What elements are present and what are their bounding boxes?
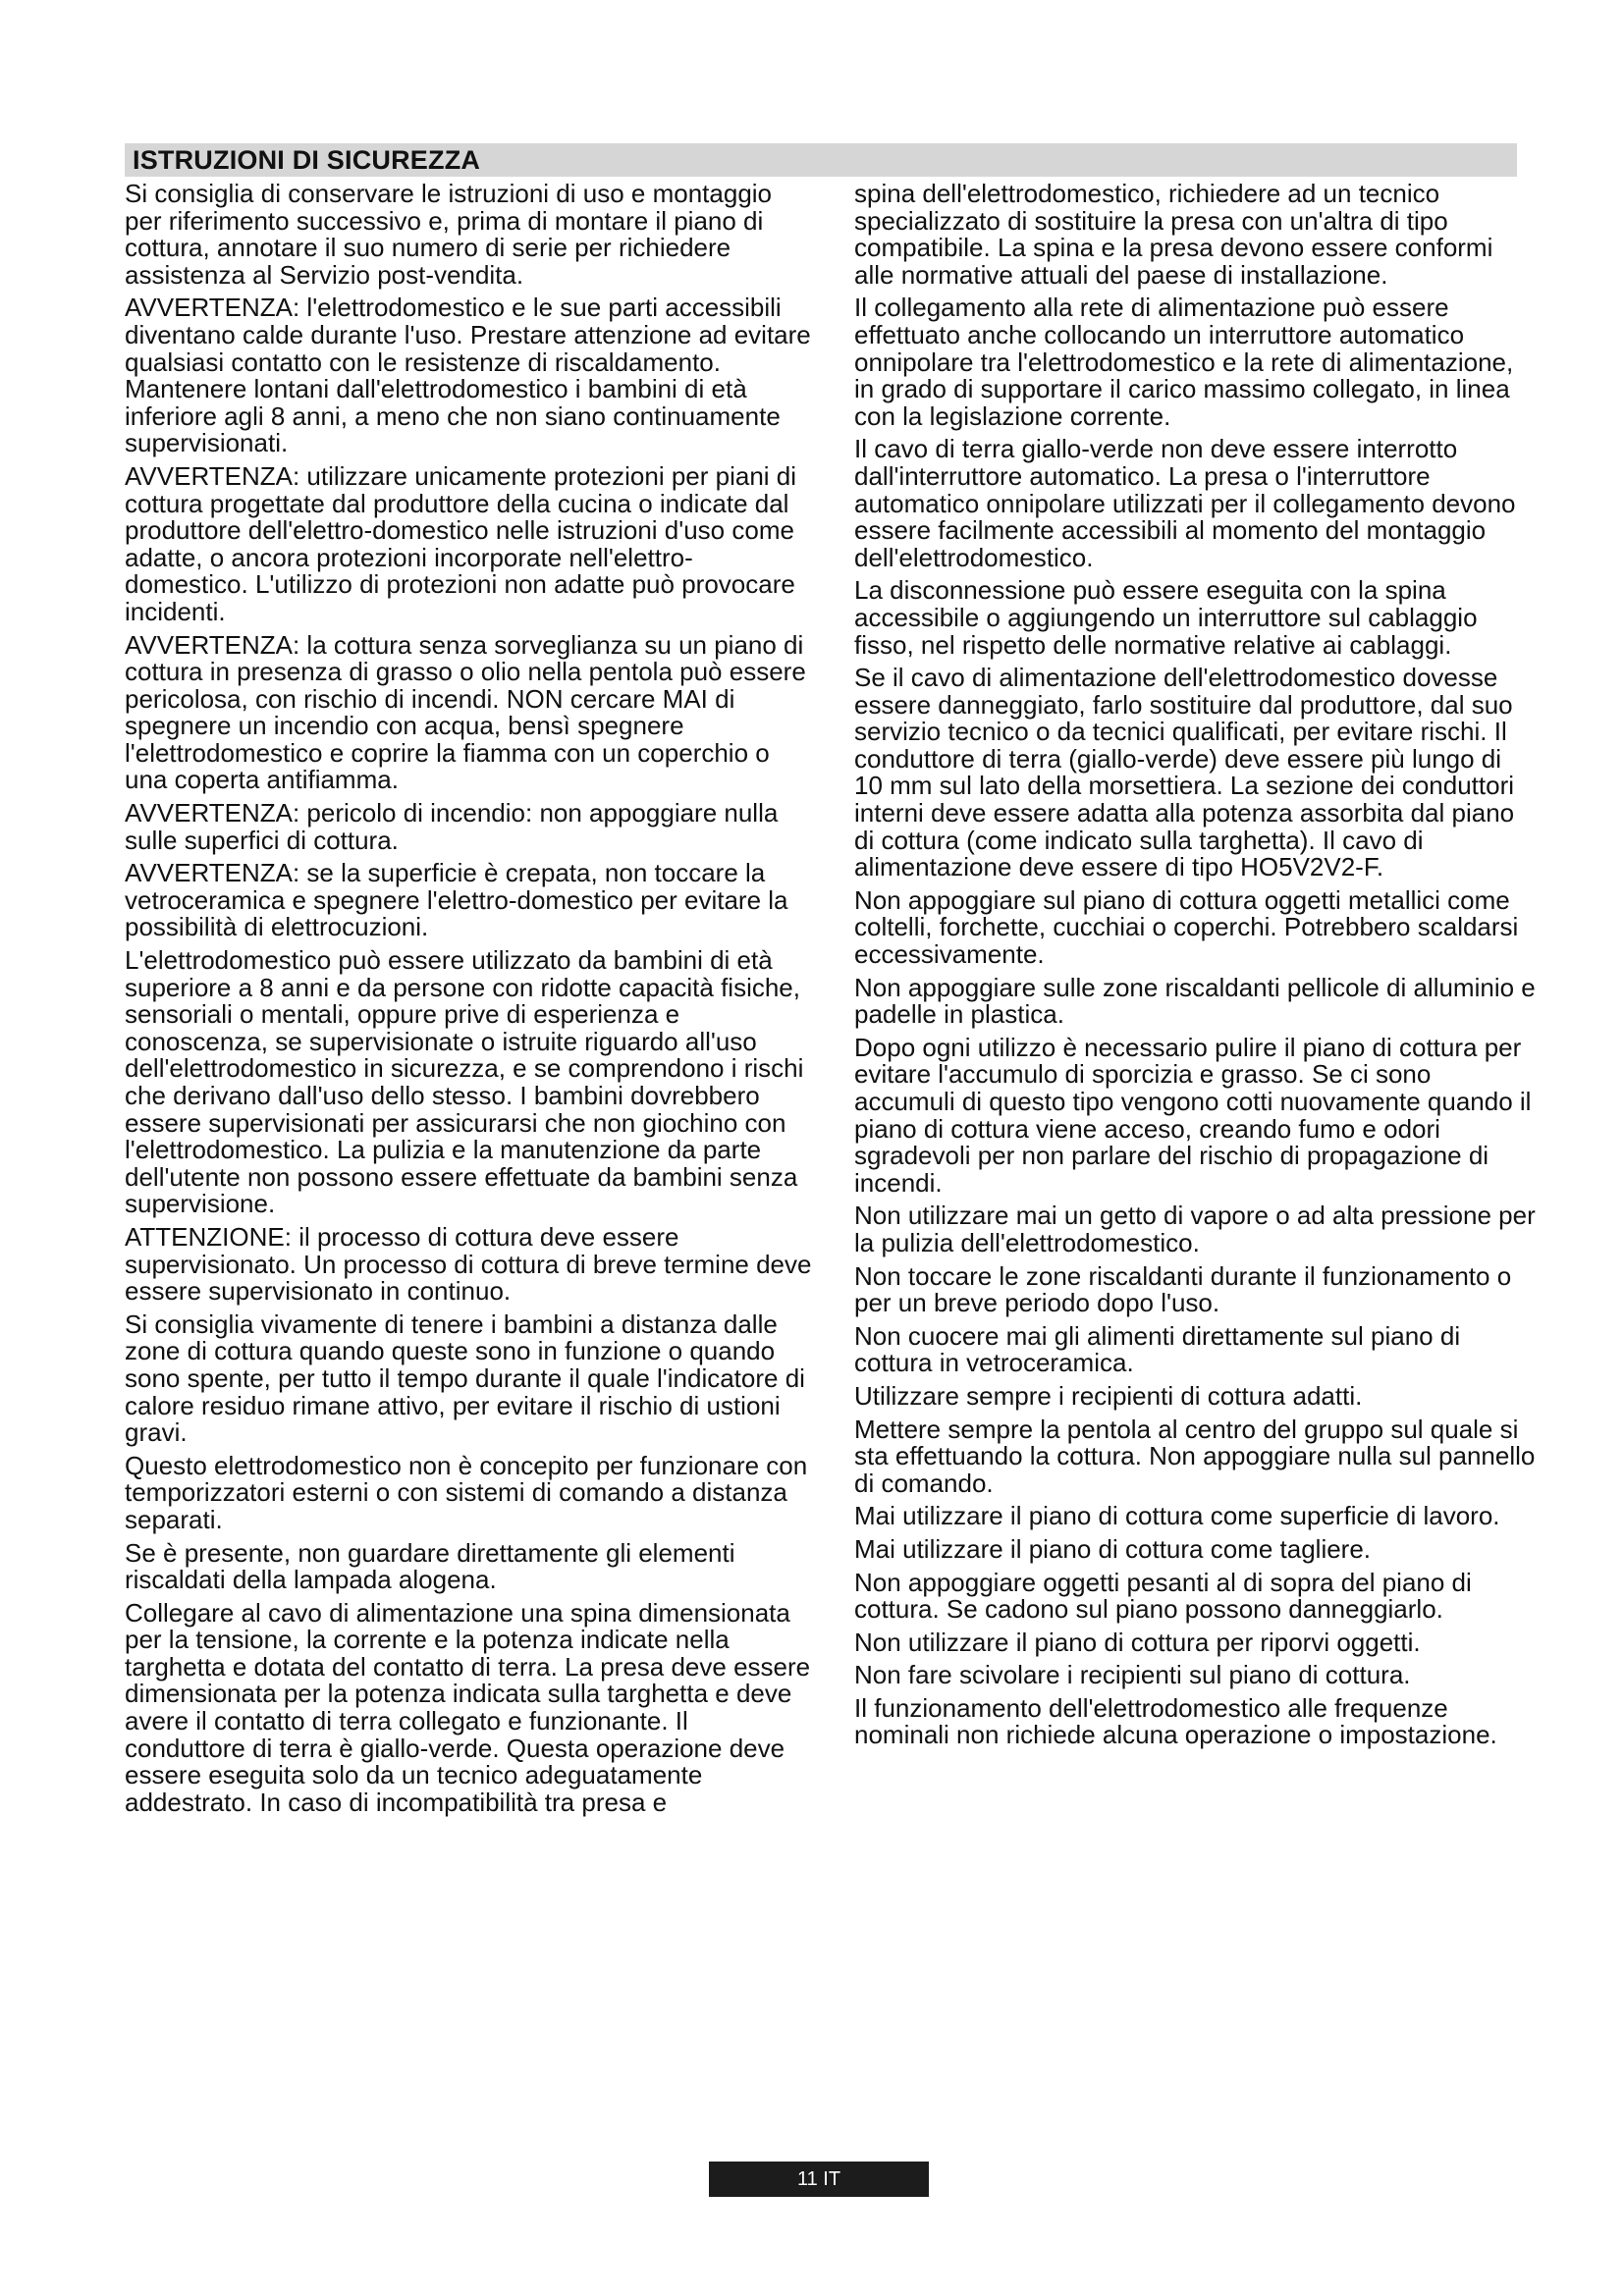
paragraph: AVVERTENZA: se la superficie è crepata, non toccare la vetroceramica e spegnere l'elettro-domestico per evitare la possibilità di elettrocuzioni.: [125, 858, 788, 942]
page-number-badge: 11 IT: [709, 2162, 929, 2197]
paragraph: Mai utilizzare il piano di cottura come tagliere.: [854, 1533, 1372, 1564]
paragraph: Dopo ogni utilizzo è necessario pulire il piano di cottura per evitare l'accumulo di sporcizia e grasso. Se ci sono accumuli di questo tipo vengono cotti nuovamente quando il piano di cottura viene acceso, creando fumo e odori sgradevoli per non parlare del rischio di propagazione di incendi.: [854, 1032, 1532, 1198]
paragraph: AVVERTENZA: l'elettrodomestico e le sue parti accessibili diventano calde durante l'uso. Prestare attenzione ad evitare qualsiasi contatto con le resistenze di riscaldamento. Mantenere lontani dall'elettrodomestico i bambini di età inferiore agli 8 anni, a meno che non siano continuamente supervisionati.: [125, 293, 811, 458]
left-column: [125, 181, 812, 1822]
paragraph: Mai utilizzare il piano di cottura come superficie di lavoro.: [854, 1501, 1500, 1531]
paragraph: Collegare al cavo di alimentazione una spina dimensionata per la tensione, la corrente e la potenza indicate nella targhetta e dotata del contatto di terra. La presa deve essere dimensionata per la potenza indicata sulla targhetta e deve avere il contatto di terra collegato e funzionante. Il conduttore di terra è giallo-verde. Questa operazione deve essere eseguita solo da un tecnico adeguatamente addestrato. In caso di incompatibilità tra presa e: [125, 1597, 811, 1817]
paragraph: Il collegamento alla rete di alimentazione può essere effettuato anche collocando un interruttore automatico onnipolare tra l'elettrodomestico e la rete di alimentazione, in grado di supportare il carico massimo collegato, in linea con la legislazione corrente.: [854, 293, 1514, 431]
paragraph: Non appoggiare sulle zone riscaldanti pellicole di alluminio e padelle in plastica.: [854, 972, 1536, 1030]
paragraph: Non fare scivolare i recipienti sul piano di cottura.: [854, 1660, 1411, 1690]
paragraph: Se il cavo di alimentazione dell'elettrodomestico dovesse essere danneggiato, farlo sostituire dal produttore, dal suo servizio tecnico o da tecnici qualificati, per evitare rischi. Il conduttore di terra (giallo-verde) deve essere più lungo di 10 mm sul lato della morsettiera. La sezione dei conduttori interni deve essere adatta alla potenza assorbita dal piano di cottura (come indicato sulla targhetta). Il cavo di alimentazione deve essere di tipo HO5V2V2-F.: [854, 663, 1515, 882]
paragraph: AVVERTENZA: la cottura senza sorveglianza su un piano di cottura in presenza di grasso o olio nella pentola può essere pericolosa, con rischio di incendi. NON cercare MAI di spegnere un incendio con acqua, bensì spegnere l'elettrodomestico e coprire la fiamma con un coperchio o una coperta antifiamma.: [125, 629, 806, 795]
paragraph: La disconnessione può essere eseguita con la spina accessibile o aggiungendo un interruttore sul cablaggio fisso, nel rispetto delle normative relative ai cablaggi.: [854, 575, 1478, 660]
right-column: [854, 181, 1537, 1755]
paragraph: AVVERTENZA: utilizzare unicamente protezioni per piani di cottura progettate dal produttore della cucina o indicate dal produttore dell'elettro-domestico nelle istruzioni d'uso come adatte, o ancora protezioni incorporate nell'elettro-domestico. L'utilizzo di protezioni non adatte può provocare incidenti.: [125, 460, 797, 626]
paragraph: Non utilizzare mai un getto di vapore o ad alta pressione per la pulizia dell'elettrodomestico.: [854, 1201, 1536, 1257]
paragraph: Mettere sempre la pentola al centro del gruppo sul quale si sta effettuando la cottura. Non appoggiare nulla sul pannello di comando.: [854, 1414, 1536, 1498]
paragraph: Il funzionamento dell'elettrodomestico alle frequenze nominali non richiede alcuna operazione o impostazione.: [854, 1692, 1497, 1750]
section-header-bar: [125, 143, 1517, 177]
paragraph: Si consiglia di conservare le istruzioni di uso e montaggio per riferimento successivo e, prima di montare il piano di cottura, annotare il suo numero di serie per richiedere assistenza al Servizio post-vendita.: [125, 179, 773, 290]
paragraph: Non utilizzare il piano di cottura per riporvi oggetti.: [854, 1627, 1421, 1657]
paragraph: AVVERTENZA: pericolo di incendio: non appoggiare nulla sulle superfici di cottura.: [125, 798, 779, 855]
paragraph: Non appoggiare oggetti pesanti al di sopra del piano di cottura. Se cadono sul piano possono danneggiarlo.: [854, 1567, 1472, 1625]
paragraph: L'elettrodomestico può essere utilizzato da bambini di età superiore a 8 anni e da persone con ridotte capacità fisiche, sensoriali o mentali, oppure prive di esperienza e conoscenza, se supervisionate o istruite riguardo all'uso dell'elettrodomestico in sicurezza, e se comprendono i rischi che derivano dall'uso dello stesso. I bambini dovrebbero essere supervisionati per assicurarsi che non giochino con l'elettrodomestico. La pulizia e la manutenzione da parte dell'utente non possono essere effettuate da bambini senza supervisione.: [125, 945, 804, 1219]
paragraph: spina dell'elettrodomestico, richiedere ad un tecnico specializzato di sostituire la presa con un'altra di tipo compatibile. La spina e la presa devono essere conformi alle normative attuali del paese di installazione.: [854, 179, 1493, 290]
paragraph: Se è presente, non guardare direttamente gli elementi riscaldati della lampada alogena.: [125, 1537, 735, 1595]
paragraph: Si consiglia vivamente di tenere i bambini a distanza dalle zone di cottura quando queste sono in funzione o quando sono spente, per tutto il tempo durante il quale l'indicatore di calore residuo rimane attivo, per evitare il rischio di ustioni gravi.: [125, 1308, 805, 1448]
paragraph: Non cuocere mai gli alimenti direttamente sul piano di cottura in vetroceramica.: [854, 1320, 1461, 1378]
paragraph: Questo elettrodomestico non è concepito per funzionare con temporizzatori esterni o con sistemi di comando a distanza separati.: [125, 1450, 808, 1534]
paragraph: Non appoggiare sul piano di cottura oggetti metallici come coltelli, forchette, cucchiai o coperchi. Potrebbero scaldarsi eccessivamente.: [854, 884, 1519, 970]
section-title: ISTRUZIONI DI SICUREZZA: [133, 145, 481, 175]
paragraph: ATTENZIONE: il processo di cottura deve essere supervisionato. Un processo di cottura di breve termine deve essere supervisionato in continuo.: [125, 1221, 812, 1307]
paragraph: Utilizzare sempre i recipienti di cottura adatti.: [854, 1380, 1363, 1411]
paragraph: Il cavo di terra giallo-verde non deve essere interrotto dall'interruttore automatico. La presa o l'interruttore automatico onnipolare utilizzati per il collegamento devono essere facilmente accessibili al momento del montaggio dell'elettrodomestico.: [854, 434, 1516, 572]
paragraph: Non toccare le zone riscaldanti durante il funzionamento o per un breve periodo dopo l'uso.: [854, 1260, 1512, 1318]
